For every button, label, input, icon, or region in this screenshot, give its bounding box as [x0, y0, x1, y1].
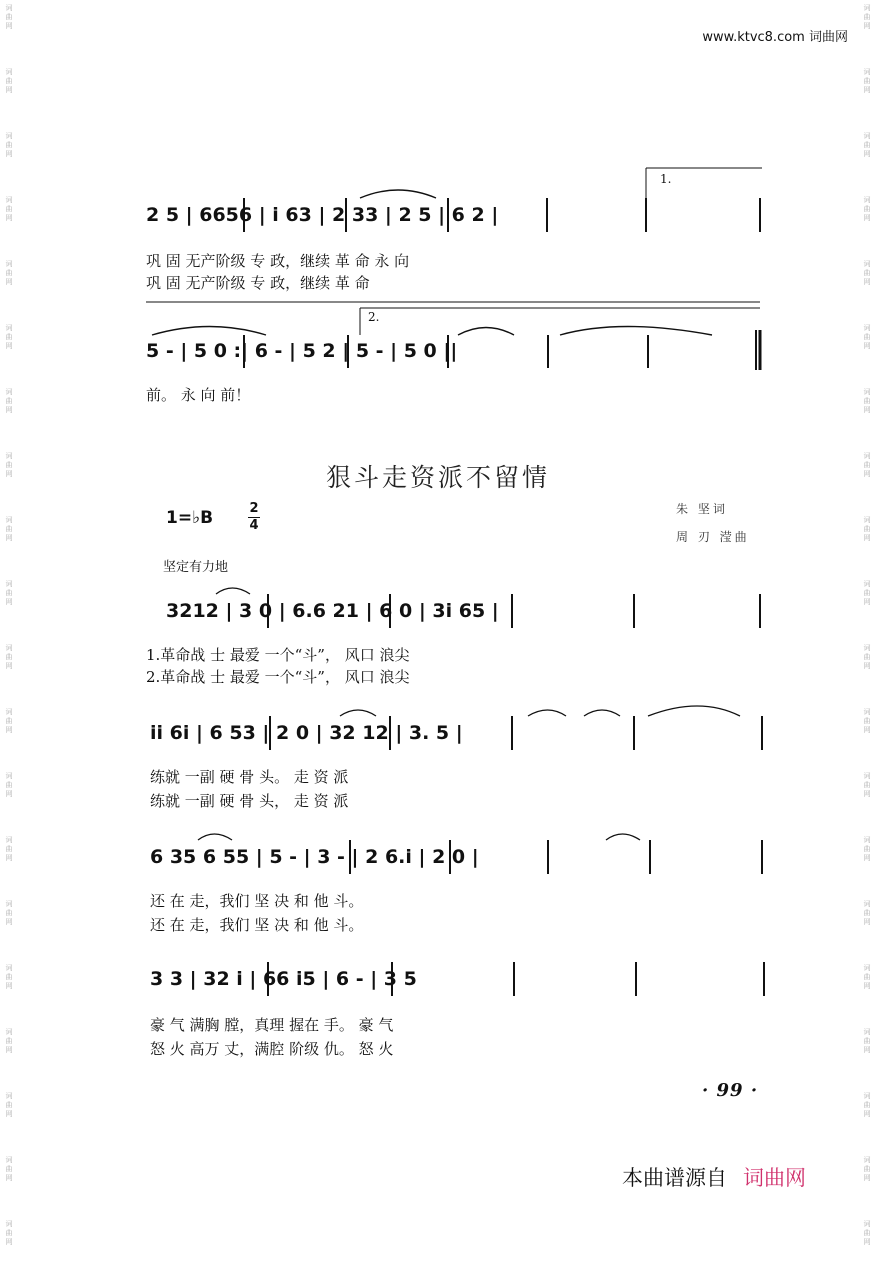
song-lyric-3a: 还 在 走，我们 坚 决 和 他 斗。	[150, 892, 364, 910]
side-watermark-stamp: 词 曲 网	[5, 772, 13, 798]
song-lyric-1b: 2.革命战 士 最爱 一个“斗”， 风口 浪尖	[146, 668, 410, 686]
side-watermark-stamp: 词 曲 网	[5, 1220, 13, 1246]
side-watermark-stamp: 词 曲 网	[863, 196, 871, 222]
side-watermark-stamp: 词 曲 网	[863, 1220, 871, 1246]
side-watermark-stamp: 词 曲 网	[863, 132, 871, 158]
side-watermark-stamp: 词 曲 网	[5, 1156, 13, 1182]
side-watermark-stamp: 词 曲 网	[5, 708, 13, 734]
side-watermark-stamp: 词 曲 网	[863, 4, 871, 30]
side-watermark-stamp: 词 曲 网	[5, 1092, 13, 1118]
side-watermark-stamp: 词 曲 网	[863, 516, 871, 542]
lyric-line-2a: 前。 永 向 前！	[146, 386, 251, 404]
song-lyric-4a: 豪 气 满胸 膛，真理 握在 手。 豪 气	[150, 1016, 394, 1034]
side-watermark-stamp: 词 曲 网	[863, 1156, 871, 1182]
page-number: · 99 ·	[702, 1080, 759, 1101]
volta-1-label: 1.	[660, 172, 672, 186]
side-watermark-stamp: 词 曲 网	[863, 580, 871, 606]
time-bottom: 4	[249, 518, 259, 533]
source-label: 本曲谱源自	[622, 1166, 727, 1190]
song-lyric-4b: 怒 火 高万 丈，满腔 阶级 仇。 怒 火	[150, 1040, 394, 1058]
side-watermark-stamp: 词 曲 网	[863, 644, 871, 670]
tempo-marking: 坚定有力地	[163, 560, 229, 575]
song-lyric-1a: 1.革命战 士 最爱 一个“斗”， 风口 浪尖	[146, 646, 410, 664]
side-watermark-stamp: 词 曲 网	[863, 68, 871, 94]
key-signature: 1=♭B	[166, 508, 214, 528]
side-watermark-stamp: 词 曲 网	[863, 1028, 871, 1054]
side-watermark-stamp: 词 曲 网	[5, 1028, 13, 1054]
side-watermark-stamp: 词 曲 网	[5, 260, 13, 286]
time-top: 2	[249, 501, 259, 516]
side-watermark-stamp: 词 曲 网	[863, 772, 871, 798]
song-lyric-3b: 还 在 走，我们 坚 决 和 他 斗。	[150, 916, 364, 934]
side-watermark-stamp: 词 曲 网	[5, 516, 13, 542]
lyric-line-1b: 巩 固 无产阶级 专 政，继续 革 命	[146, 274, 370, 292]
side-watermark-stamp: 词 曲 网	[863, 324, 871, 350]
side-watermark-stamp: 词 曲 网	[5, 4, 13, 30]
song-notation-2: ii 6i | 6 53 | 2 0 | 32 12 | 3. 5 |	[150, 722, 463, 744]
song-notation-4: 3 3 | 32 i | 66 i5 | 6 - | 3 5	[150, 968, 417, 990]
song-lyric-2a: 练就 一副 硬 骨 头。 走 资 派	[150, 768, 349, 786]
side-watermark-stamp: 词 曲 网	[5, 836, 13, 862]
song-notation-3: 6 35 6 55 | 5 - | 3 - | 2 6.i | 2 0 |	[150, 846, 479, 868]
site-name: 词曲网	[808, 30, 848, 45]
lyricist-credit: 朱 坚词	[676, 502, 728, 516]
side-watermark-stamp: 词 曲 网	[863, 900, 871, 926]
composer-credit: 周 刃 滢曲	[676, 530, 750, 544]
side-watermark-stamp: 词 曲 网	[5, 132, 13, 158]
notation-line-2: 5 - | 5 0 :| 6 - | 5 2 | 5 - | 5 0 ||	[146, 340, 458, 362]
side-watermark-stamp: 词 曲 网	[5, 452, 13, 478]
side-watermark-stamp: 词 曲 网	[5, 196, 13, 222]
side-watermark-stamp: 词 曲 网	[863, 708, 871, 734]
volta-2-label: 2.	[368, 310, 380, 324]
side-watermark-stamp: 词 曲 网	[5, 644, 13, 670]
side-watermark-stamp: 词 曲 网	[5, 324, 13, 350]
side-watermark-stamp: 词 曲 网	[863, 1092, 871, 1118]
song-title: 狠斗走资派不留情	[325, 463, 550, 492]
notation-line-1: 2 5 | 6656 | i 63 | 2 33 | 2 5 | 6 2 |	[146, 204, 499, 226]
side-watermark-stamp: 词 曲 网	[863, 388, 871, 414]
side-watermark-stamp: 词 曲 网	[863, 452, 871, 478]
lyric-line-1a: 巩 固 无产阶级 专 政，继续 革 命 永 向	[146, 252, 410, 270]
side-watermark-stamp: 词 曲 网	[863, 964, 871, 990]
source-site-link[interactable]: 词曲网	[743, 1166, 806, 1190]
song-notation-1: 3212 | 3 0 | 6.6 21 | 6 0 | 3i 65 |	[166, 600, 499, 622]
time-signature	[248, 502, 260, 533]
song-lyric-2b: 练就 一副 硬 骨 头， 走 资 派	[150, 792, 349, 810]
side-watermark-stamp: 词 曲 网	[5, 900, 13, 926]
side-watermark-stamp: 词 曲 网	[863, 260, 871, 286]
site-url: www.ktvc8.com	[702, 30, 805, 45]
side-watermark-stamp: 词 曲 网	[5, 388, 13, 414]
source-footer	[622, 1162, 806, 1192]
side-watermark-stamp: 词 曲 网	[863, 836, 871, 862]
side-watermark-stamp: 词 曲 网	[5, 68, 13, 94]
side-watermark-stamp: 词 曲 网	[5, 580, 13, 606]
side-watermark-stamp: 词 曲 网	[5, 964, 13, 990]
